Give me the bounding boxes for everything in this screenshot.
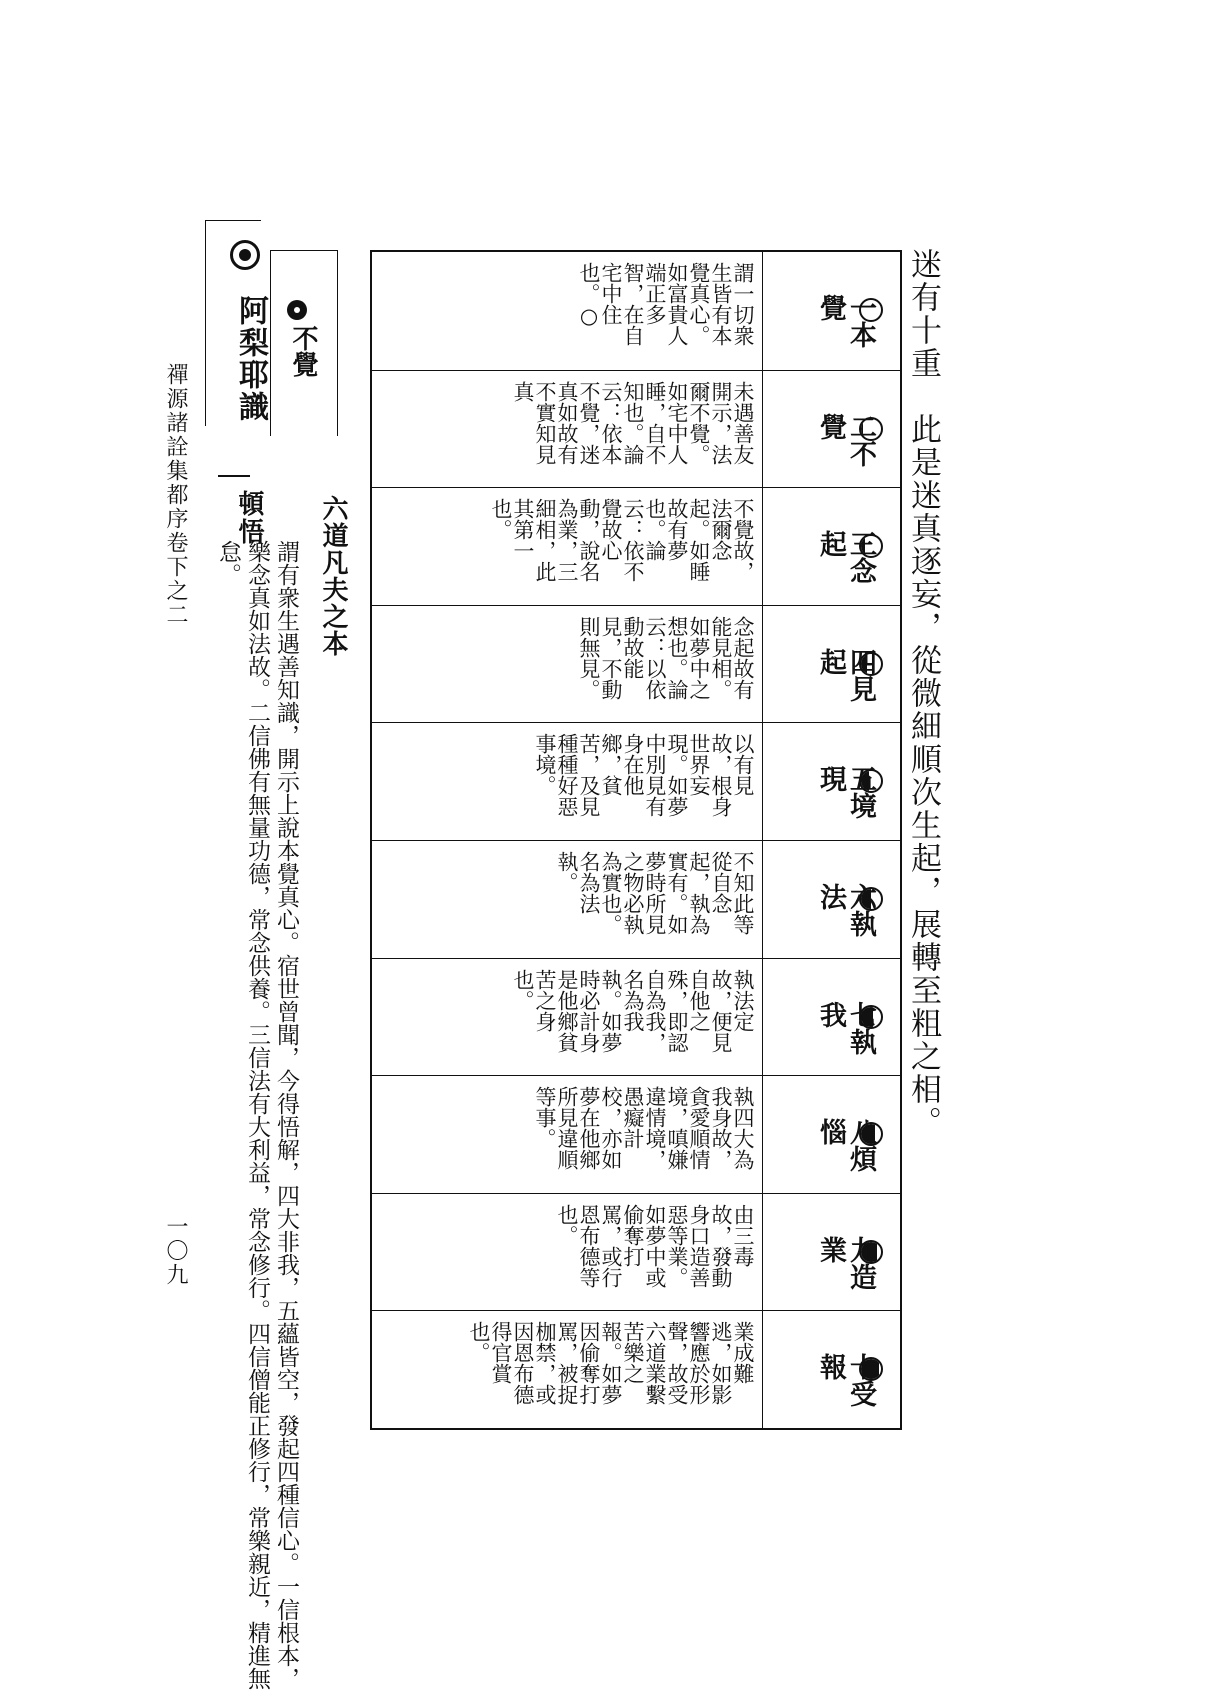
stage-label: 三念起 — [815, 530, 876, 585]
body-text: 謂有衆生遇善知識，開示上說本覺真心。宿世曾聞，今得悟解，四大非我，五蘊皆空，發起四種信心。一信根本，樂念真如法故。二信佛有無量功德，常念供養。三信法有大利益，常念修行。四信僧能正修行，常樂親近，精進無怠。 — [215, 540, 299, 1690]
table-row — [372, 1193, 900, 1311]
target-circle-icon — [230, 240, 260, 270]
stage-label: 二不覺 — [815, 412, 876, 467]
section-heading: 六道凡夫之本 — [318, 495, 348, 657]
stage-label-cell — [762, 1076, 900, 1193]
stage-description: 念起故有能見相。如夢中之想也。論云：以依動故能見，不動則無見。 — [577, 615, 755, 700]
table-row — [372, 370, 900, 488]
stage-label-cell — [762, 1311, 900, 1428]
stage-label: 四見起 — [815, 647, 876, 702]
stage-description: 執四大為我身故，貪愛順情境，嗔嫌違情境，愚癡計校，亦如夢在他鄉所見違順等事。 — [533, 1086, 755, 1171]
stage-label-cell — [762, 723, 900, 840]
stage-label-cell — [762, 1194, 900, 1311]
stage-label: 一本覺 — [815, 294, 876, 348]
stage-label: 六執法 — [815, 883, 876, 937]
table-row — [372, 252, 900, 370]
alaya-label: 阿梨耶識 — [233, 295, 268, 423]
dunwu-bracket — [218, 475, 250, 477]
ten-stages-table — [370, 250, 902, 1430]
table-row — [372, 605, 900, 723]
stage-label: 五境現 — [815, 765, 876, 820]
table-row — [372, 958, 900, 1076]
table-row — [372, 1075, 900, 1193]
stage-label-cell — [762, 252, 900, 370]
table-row — [372, 722, 900, 840]
buejue-label: 不覺 — [288, 325, 318, 377]
page-number: 一〇九 — [163, 1215, 188, 1287]
table-row — [372, 1310, 900, 1428]
stage-description: 謂一切衆生皆有本覺真心。如富貴人端正多智，在自宅中住也。○ — [577, 262, 755, 346]
stage-description: 不知此等從自念起，執為實有。如夢時所見之物必執為實也。名為法執。 — [555, 851, 755, 935]
stage-label: 七執我 — [815, 1000, 876, 1055]
stage-description: 不覺故，法爾念起。如睡故有夢也。論云：依不覺故心動，說名為業，三細相，此其第一也。 — [489, 498, 755, 583]
stage-label: 九造業 — [815, 1235, 876, 1290]
stage-label-cell — [762, 841, 900, 958]
stage-description: 業成難逃，如影響應於形聲，故受六道業繫苦樂之報。如夢因偷奪打罵，被捉枷禁，或因恩布德得官賞也。 — [467, 1321, 755, 1406]
stage-description: 由三毒故，發動身口造善惡等業。如夢中或偷奪打罵，或行恩布德等也。 — [555, 1203, 755, 1288]
table-row — [372, 840, 900, 958]
stage-description: 以有見故，根身世界妄現。如夢中別見有身在他鄉，貧苦，及見種種好惡事境。 — [533, 733, 755, 818]
stage-label-cell — [762, 959, 900, 1076]
stage-description: 未遇善友開示，法爾不覺。如宅中人睡，自不知也。論云：依本不覺，迷真如故有不實知見真 — [511, 380, 755, 465]
stage-label: 十受報 — [815, 1353, 876, 1408]
running-head: 禪源諸詮集都序卷下之二 — [163, 363, 188, 627]
intro-text: 迷有十重 此是迷真逐妄，從微細順次生起，展轉至粗之相。 — [905, 248, 941, 1139]
stage-description: 執法定故，便見自他之殊，即認自為我，名為我執。如夢時必計身是他鄉貧苦之身也。 — [511, 968, 755, 1053]
dot-circle-icon — [287, 300, 307, 320]
stage-label-cell — [762, 488, 900, 605]
table-row — [372, 487, 900, 605]
stage-label-cell — [762, 371, 900, 488]
dunwu-label: 頓悟 — [234, 490, 264, 546]
stage-label: 八煩惱 — [815, 1118, 876, 1173]
stage-label-cell — [762, 606, 900, 723]
